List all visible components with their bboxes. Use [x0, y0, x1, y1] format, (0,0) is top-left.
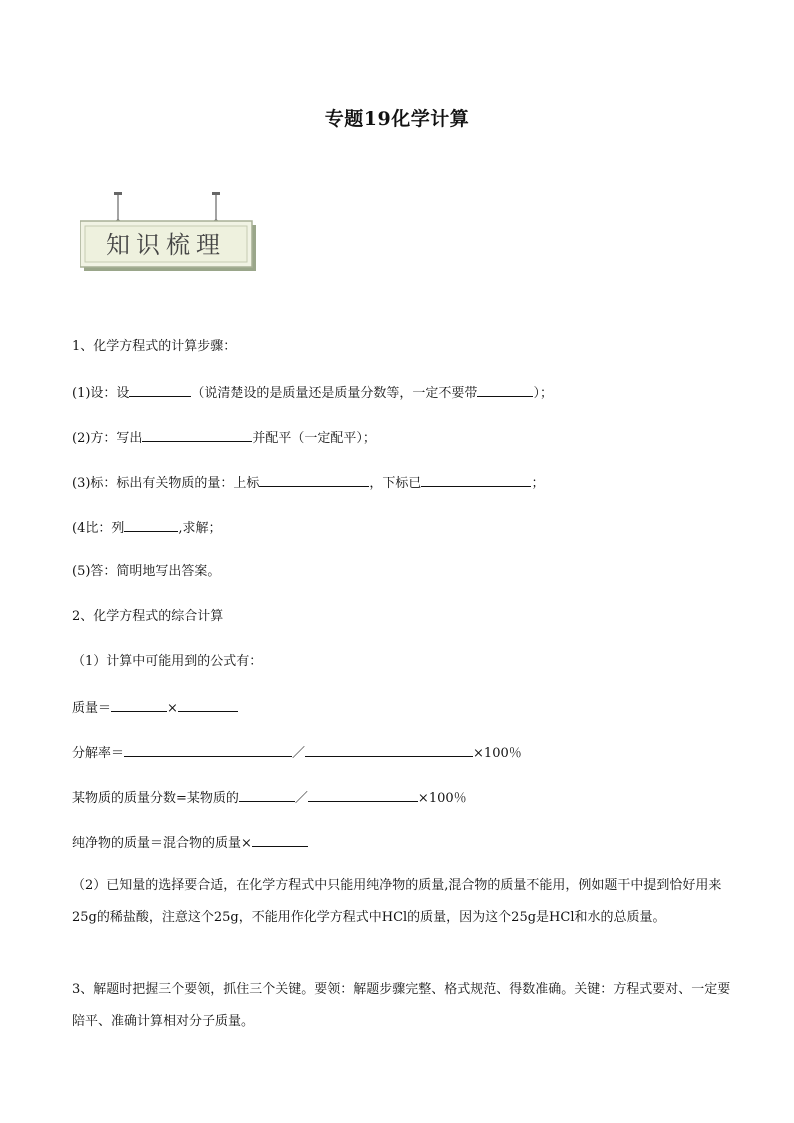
- section-label: 知识梳理: [106, 231, 226, 259]
- formula-pure-mass: 纯净物的质量＝混合物的质量×: [72, 833, 308, 853]
- s3-paragraph: 3、解题时把握三个要领，抓住三个关键。要领：解题步骤完整、格式规范、得数准确。关键：方程式要对、一定要陪平、准确计算相对分子质量。: [72, 982, 731, 1029]
- section-sign: [80, 188, 256, 272]
- s1-heading: 1、化学方程式的计算步骤：: [72, 339, 237, 354]
- step5: (5)答：简明地写出答案。: [72, 564, 221, 579]
- formula-mass: 质量＝ ×: [72, 698, 238, 718]
- step4: (4比：列 ,求解；: [72, 518, 221, 538]
- page-title: 专题19化学计算: [324, 108, 470, 130]
- s2-sub1: （1）计算中可能用到的公式有：: [72, 654, 263, 669]
- s2-heading: 2、化学方程式的综合计算: [72, 609, 224, 624]
- step2: (2)方：写出 并配平（一定配平）；: [72, 428, 376, 448]
- formula-mass-fraction: 某物质的质量分数=某物质的 ／ ×100％: [72, 788, 467, 808]
- step1: (1)设：设 （说清楚设的是质量还是质量分数等，一定不要带 ）；: [72, 383, 553, 403]
- step3: (3)标：标出有关物质的量：上标 ，下标已 ；: [72, 473, 544, 493]
- formula-decomposition: 分解率＝ ／ ×100％: [72, 743, 522, 763]
- s2-sub2: （2）已知量的选择要合适，在化学方程式中只能用纯净物的质量,混合物的质量不能用，例如题干中提到恰好用来25g的稀盐酸，注意这个25g，不能用作化学方程式中HCl的质量，因为这个25g是HCl和水的总质量。: [72, 878, 722, 925]
